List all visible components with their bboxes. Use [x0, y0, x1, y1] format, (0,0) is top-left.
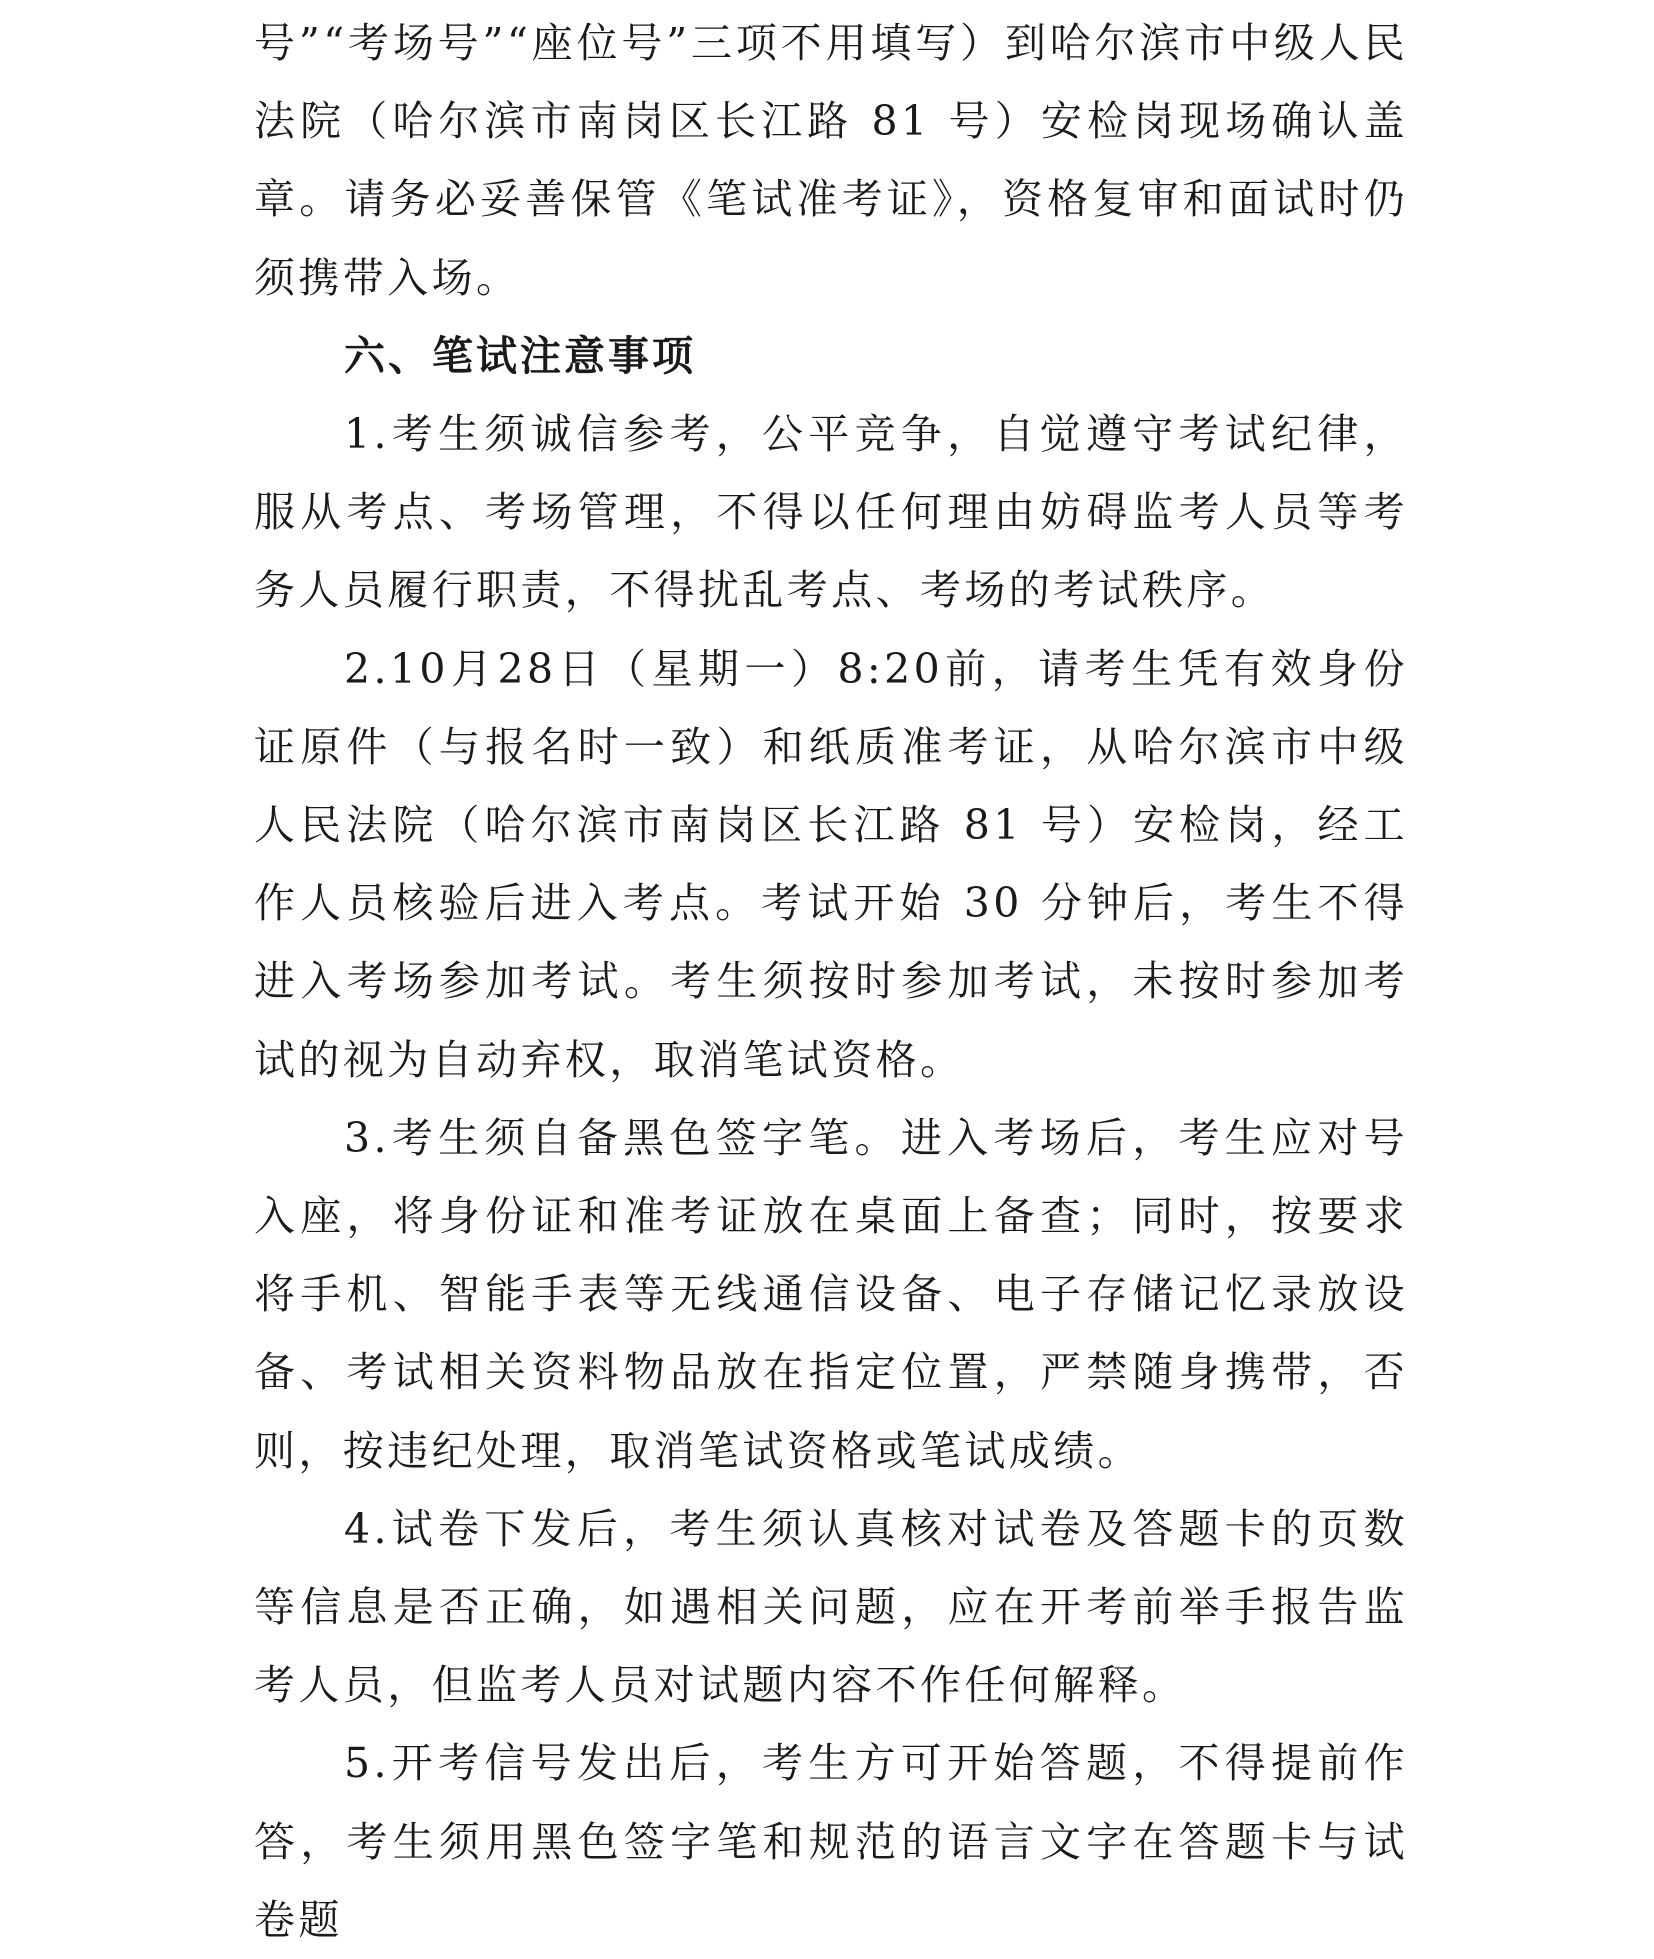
paragraph-continuation: 号”“考场号”“座位号”三项不用填写）到哈尔滨市中级人民法院（哈尔滨市南岗区长江路 81 号）安检岗现场确认盖章。请务必妥善保管《笔试准考证》，资格复审和面试时仍须携带入场。 — [254, 19, 1408, 302]
paragraph-item-2: 2.10月28日（星期一）8:20前，请考生凭有效身份证原件（与报名时一致）和纸质准考证，从哈尔滨市中级人民法院（哈尔滨市南岗区长江路 81 号）安检岗，经工作人员核验后进入考点。考试开始 30 分钟后，考生不得进入考场参加考试。考生须按时参加考试，未按时参加考试的视为自动弃权，取消笔试资格。 — [254, 644, 1408, 1084]
document-body — [254, 4, 1408, 1959]
paragraph-item-4: 4.试卷下发后，考生须认真核对试卷及答题卡的页数等信息是否正确，如遇相关问题，应在开考前举手报告监考人员，但监考人员对试题内容不作任何解释。 — [254, 1504, 1408, 1710]
section-heading-exam-notes: 六、笔试注意事项 — [344, 331, 696, 380]
paragraph-item-1: 1.考生须诚信参考，公平竞争，自觉遵守考试纪律，服从考点、考场管理，不得以任何理由妨碍监考人员等考务人员履行职责，不得扰乱考点、考场的考试秩序。 — [254, 410, 1408, 615]
paragraph-item-5: 5.开考信号发出后，考生方可开始答题，不得提前作答，考生须用黑色签字笔和规范的语言文字在答题卡与试卷题 — [254, 1739, 1408, 1944]
paragraph-item-3: 3.考生须自备黑色签字笔。进入考场后，考生应对号入座，将身份证和准考证放在桌面上备查；同时，按要求将手机、智能手表等无线通信设备、电子存储记忆录放设备、考试相关资料物品放在指定位置，严禁随身携带，否则，按违纪处理，取消笔试资格或笔试成绩。 — [254, 1113, 1408, 1475]
